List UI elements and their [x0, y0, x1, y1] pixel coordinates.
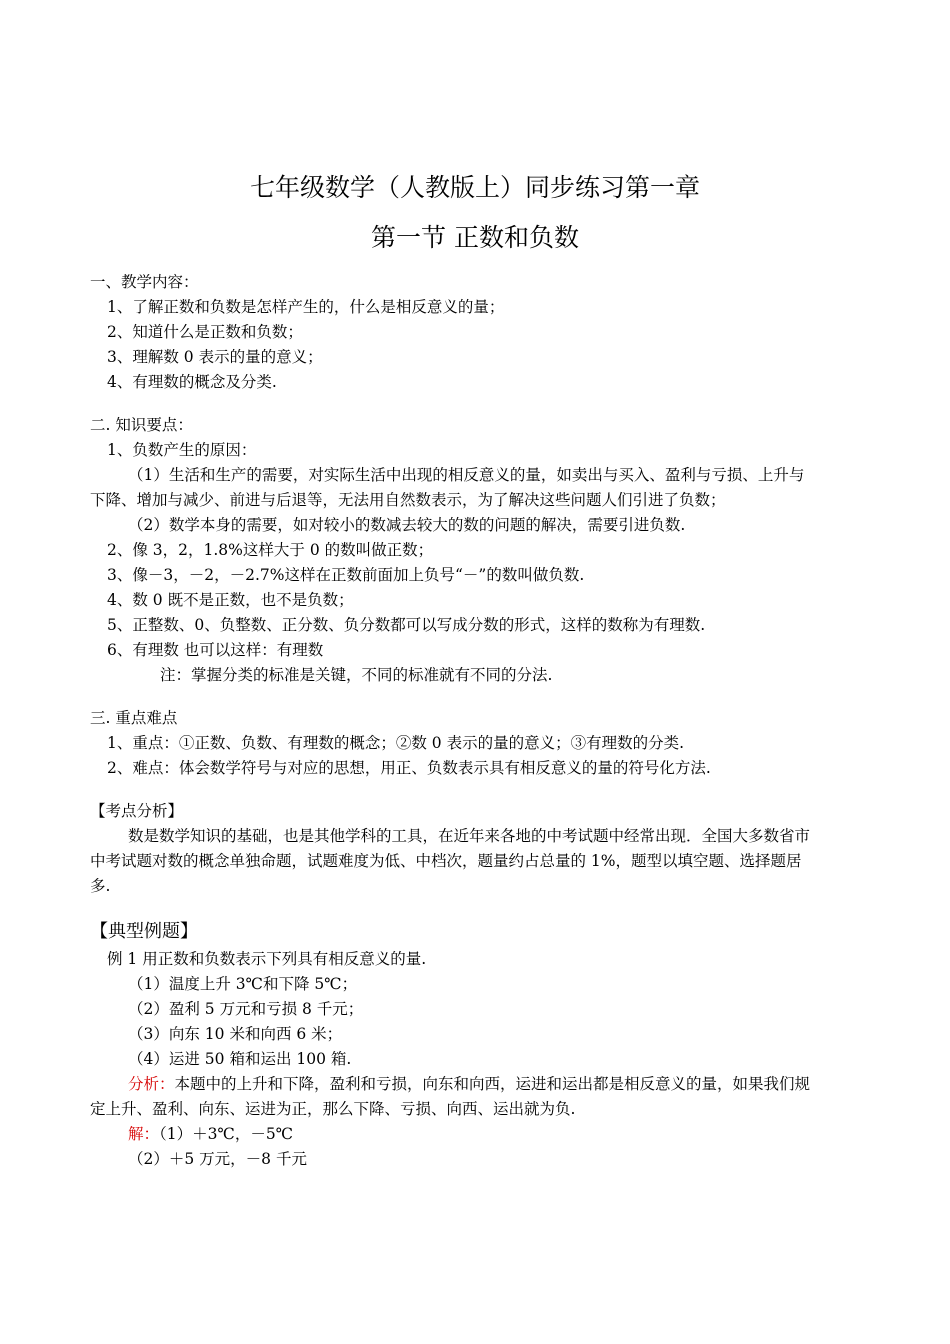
answer-line-1 — [90, 1122, 860, 1147]
section3-heading: 三. 重点难点 — [90, 709, 178, 727]
s2-para-2: （2）数学本身的需要，如对较小的数减去较大的数的问题的解决，需要引进负数. — [128, 516, 686, 534]
answer-label: 解： — [128, 1125, 160, 1143]
kaodian-line-1: 数是数学知识的基础，也是其他学科的工具，在近年来各地的中考试题中经常出现．全国大多数省市 — [128, 827, 811, 845]
example-1: 例 1 用正数和负数表示下列具有相反意义的量. — [107, 950, 427, 968]
s1-item-1: 1、了解正数和负数是怎样产生的，什么是相反意义的量； — [107, 298, 505, 316]
s2-item-5: 5、正整数、0、负整数、正分数、负分数都可以写成分数的形式，这样的数称为有理数. — [107, 616, 706, 634]
s2-item-2: 2、像 3，2，1.8%这样大于 0 的数叫做正数； — [107, 541, 434, 559]
s2-item-1: 1、负数产生的原因： — [107, 441, 257, 459]
section-title: 第一节 正数和负数 — [371, 223, 579, 252]
example-1-q4: （4）运进 50 箱和运出 100 箱. — [128, 1050, 352, 1068]
analysis-line-1 — [90, 1072, 860, 1097]
s2-para-1b: 下降、增加与减少、前进与后退等，无法用自然数表示，为了解决这些问题人们引进了负数； — [90, 491, 726, 509]
s1-item-3: 3、理解数 0 表示的量的意义； — [107, 348, 323, 366]
s1-item-2: 2、知道什么是正数和负数； — [107, 323, 303, 341]
kaodian-line-3: 多. — [90, 877, 111, 895]
example-1-q1: （1）温度上升 3℃和下降 5℃； — [128, 975, 358, 993]
analysis-line-2: 定上升、盈利、向东、运进为正，那么下降、亏损、向西、运出就为负. — [90, 1100, 576, 1118]
kaodian-line-2: 中考试题对数的概念单独命题，试题难度为低、中档次，题量约占总量的 1%，题型以填空题、选择题居 — [90, 852, 802, 870]
examples-heading: 【典型例题】 — [90, 921, 198, 942]
section2-heading: 二. 知识要点： — [90, 416, 193, 434]
example-1-q2: （2）盈利 5 万元和亏损 8 千元； — [128, 1000, 364, 1018]
document-title: 七年级数学（人教版上）同步练习第一章 — [249, 173, 700, 202]
document-body — [90, 270, 860, 1172]
section1-heading: 一、教学内容： — [90, 273, 199, 291]
s2-item-3: 3、像－3，－2，－2.7%这样在正数前面加上负号“－”的数叫做负数. — [107, 566, 585, 584]
analysis-text-1: 本题中的上升和下降，盈利和亏损，向东和向西，运进和运出都是相反意义的量，如果我们规 — [174, 1075, 811, 1093]
kaodian-heading: 【考点分析】 — [90, 802, 184, 820]
s2-item-6: 6、有理数 也可以这样：有理数 — [107, 641, 324, 659]
s2-note: 注：掌握分类的标准是关键，不同的标准就有不同的分法. — [160, 666, 553, 684]
example-1-q3: （3）向东 10 米和向西 6 米； — [128, 1025, 343, 1043]
s2-item-4: 4、数 0 既不是正数，也不是负数； — [107, 591, 354, 609]
s2-para-1a: （1）生活和生产的需要，对实际生活中出现的相反意义的量，如卖出与买入、盈利与亏损、上升与 — [128, 466, 805, 484]
analysis-label: 分析： — [128, 1075, 175, 1093]
s1-item-4: 4、有理数的概念及分类. — [107, 373, 277, 391]
s3-item-1: 1、重点：①正数、负数、有理数的概念；②数 0 表示的量的意义；③有理数的分类. — [107, 734, 685, 752]
s3-item-2: 2、难点：体会数学符号与对应的思想，用正、负数表示具有相反意义的量的符号化方法. — [107, 759, 711, 777]
answer-line-2: （2）＋5 万元，－8 千元 — [128, 1150, 307, 1168]
answer-text-1: （1）＋3℃，－5℃ — [159, 1125, 294, 1143]
